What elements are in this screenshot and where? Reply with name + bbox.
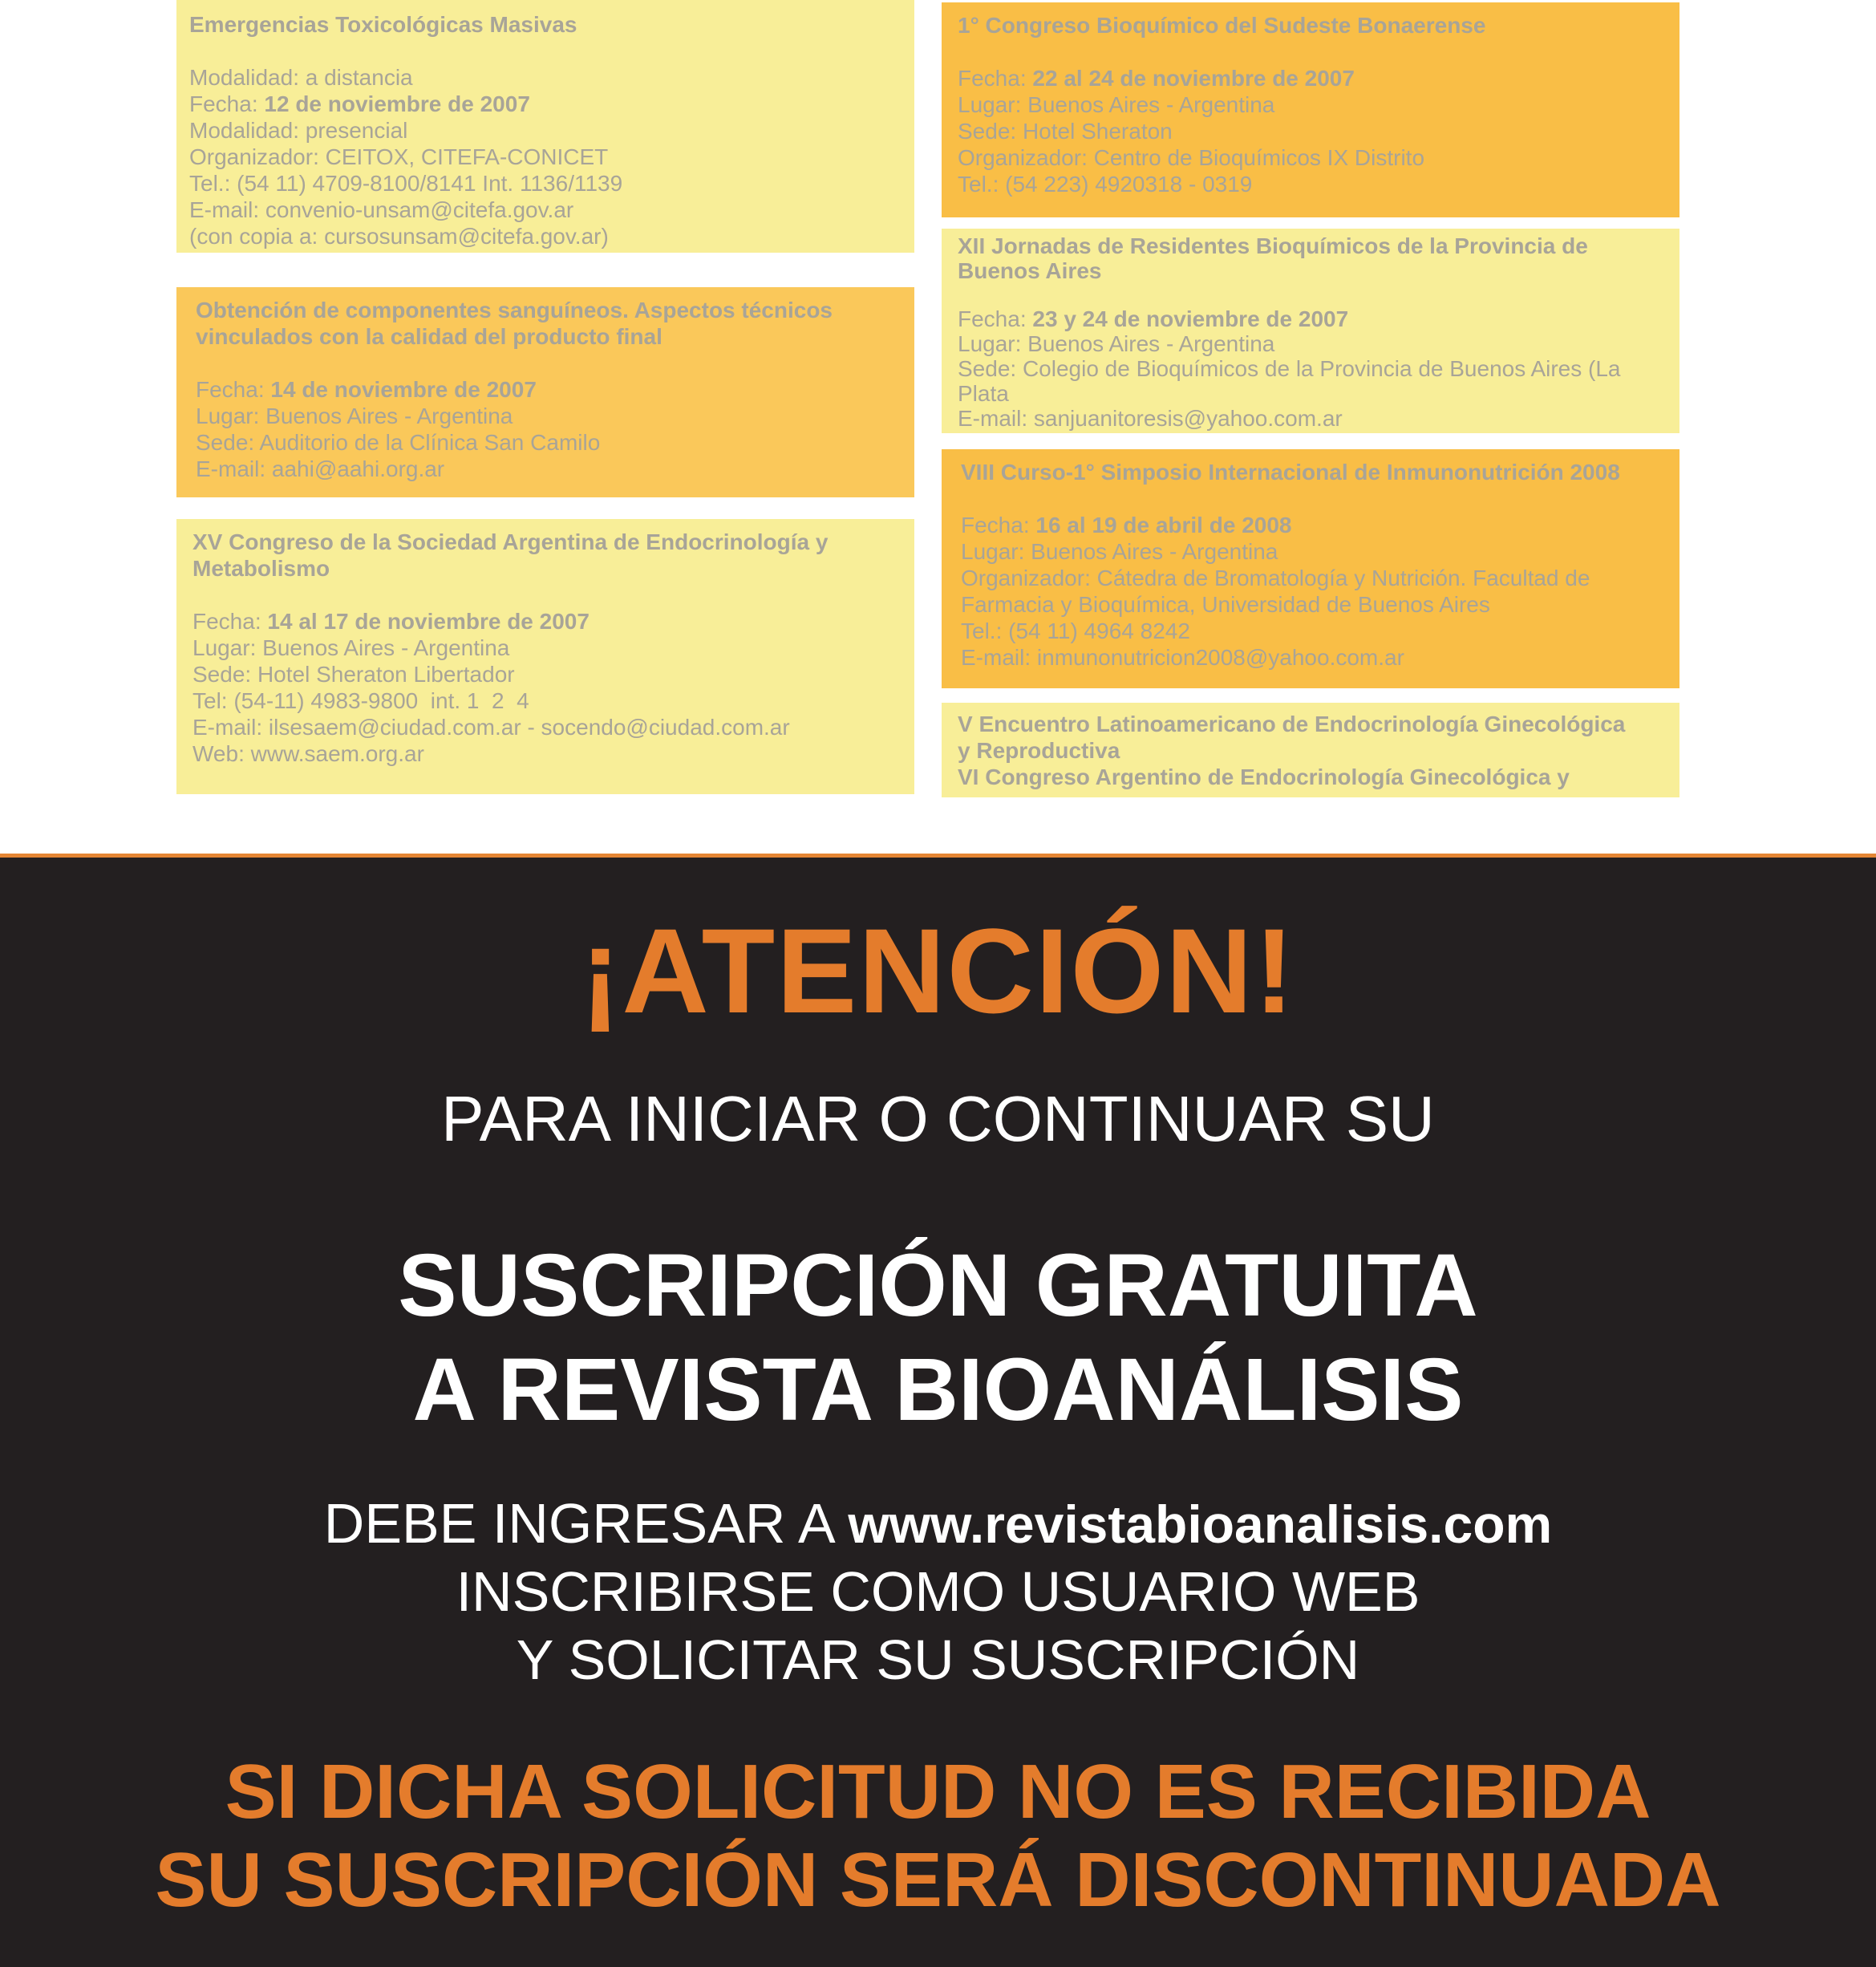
event-card xyxy=(176,0,914,253)
event-line: Fecha: 16 al 19 de abril de 2008 xyxy=(961,513,1292,537)
notice-headline: A REVISTA BIOANÁLISIS xyxy=(412,1340,1464,1439)
event-line: Sede: Hotel Sheraton Libertador xyxy=(192,662,515,687)
event-card xyxy=(942,2,1679,217)
event-line: Organizador: CEITOX, CITEFA-CONICET xyxy=(189,144,609,169)
event-card xyxy=(942,229,1679,433)
event-line: E-mail: ilsesaem@ciudad.com.ar - socendo@ciudad.com.ar xyxy=(192,715,790,740)
event-title: Obtención de componentes sanguíneos. Aspectos técnicos vinculados con la calidad del producto final xyxy=(196,298,833,349)
event-line: Farmacia y Bioquímica, Universidad de Buenos Aires xyxy=(961,592,1490,617)
event-line: Lugar: Buenos Aires - Argentina xyxy=(192,635,510,660)
notice-line-prefix: DEBE INGRESAR A xyxy=(323,1492,849,1555)
event-line: E-mail: aahi@aahi.org.ar xyxy=(196,456,445,481)
event-line: Lugar: Buenos Aires - Argentina xyxy=(958,92,1275,117)
event-line: Fecha: 14 al 17 de noviembre de 2007 xyxy=(192,609,590,634)
subscription-notice xyxy=(0,858,1876,1967)
event-title: XII Jornadas de Residentes Bioquímicos de la Provincia de Buenos Aires xyxy=(958,233,1588,283)
event-card xyxy=(176,519,914,794)
event-line: Fecha: 23 y 24 de noviembre de 2007 xyxy=(958,306,1349,331)
event-line: Modalidad: presencial xyxy=(189,118,408,143)
event-card xyxy=(942,703,1679,797)
event-line: Tel.: (54 223) 4920318 - 0319 xyxy=(958,172,1253,197)
event-line: Tel.: (54 11) 4709-8100/8141 Int. 1136/1139 xyxy=(189,171,623,196)
event-line: Fecha: 12 de noviembre de 2007 xyxy=(189,91,530,116)
event-line: Plata xyxy=(958,381,1009,406)
event-line: Fecha: 22 al 24 de noviembre de 2007 xyxy=(958,66,1355,91)
event-line: Lugar: Buenos Aires - Argentina xyxy=(961,539,1278,564)
event-line: E-mail: convenio-unsam@citefa.gov.ar xyxy=(189,197,574,222)
notice-warning: SU SUSCRIPCIÓN SERÁ DISCONTINUADA xyxy=(155,1837,1721,1923)
event-line: Sede: Colegio de Bioquímicos de la Provincia de Buenos Aires (La xyxy=(958,356,1621,381)
notice-line xyxy=(0,1491,1876,1555)
event-line: Organizador: Cátedra de Bromatología y Nutrición. Facultad de xyxy=(961,566,1590,590)
event-title: VIII Curso-1° Simposio Internacional de Inmunonutrición 2008 xyxy=(961,460,1620,485)
event-line: (con copia a: cursosunsam@citefa.gov.ar) xyxy=(189,224,609,249)
notice-line: PARA INICIAR O CONTINUAR SU xyxy=(441,1083,1435,1154)
event-line: Sede: Auditorio de la Clínica San Camilo xyxy=(196,430,601,455)
event-line: Web: www.saem.org.ar xyxy=(192,741,424,766)
events-section xyxy=(0,0,1876,854)
event-card xyxy=(176,287,914,497)
event-card xyxy=(942,449,1679,688)
notice-headline: SUSCRIPCIÓN GRATUITA xyxy=(398,1236,1478,1335)
notice-warning: SI DICHA SOLICITUD NO ES RECIBIDA xyxy=(225,1749,1651,1835)
event-title: Emergencias Toxicológicas Masivas xyxy=(189,12,577,37)
notice-line: INSCRIBIRSE COMO USUARIO WEB xyxy=(456,1560,1420,1623)
event-line: Tel: (54-11) 4983-9800 int. 1 2 4 xyxy=(192,688,529,713)
website-link[interactable]: www.revistabioanalisis.com xyxy=(848,1495,1553,1554)
event-line: Sede: Hotel Sheraton xyxy=(958,119,1173,144)
event-line: Fecha: 14 de noviembre de 2007 xyxy=(196,377,537,402)
event-line: Organizador: Centro de Bioquímicos IX Distrito xyxy=(958,145,1425,170)
notice-line: Y SOLICITAR SU SUSCRIPCIÓN xyxy=(516,1628,1360,1691)
notice-heading: ¡ATENCIÓN! xyxy=(580,903,1296,1038)
event-line: Lugar: Buenos Aires - Argentina xyxy=(196,404,513,428)
event-line: Tel.: (54 11) 4964 8242 xyxy=(961,618,1190,643)
event-line: E-mail: inmunonutricion2008@yahoo.com.ar xyxy=(961,645,1404,670)
event-line: Lugar: Buenos Aires - Argentina xyxy=(958,331,1275,356)
event-line: Modalidad: a distancia xyxy=(189,65,413,90)
event-title: V Encuentro Latinoamericano de Endocrinología Ginecológica y Reproductiva VI Congreso Argentino de Endocrinología Ginecológica y xyxy=(958,712,1626,789)
event-title: XV Congreso de la Sociedad Argentina de Endocrinología y Metabolismo xyxy=(192,529,829,581)
event-title: 1° Congreso Bioquímico del Sudeste Bonaerense xyxy=(958,13,1486,38)
event-line: E-mail: sanjuanitoresis@yahoo.com.ar xyxy=(958,406,1343,431)
